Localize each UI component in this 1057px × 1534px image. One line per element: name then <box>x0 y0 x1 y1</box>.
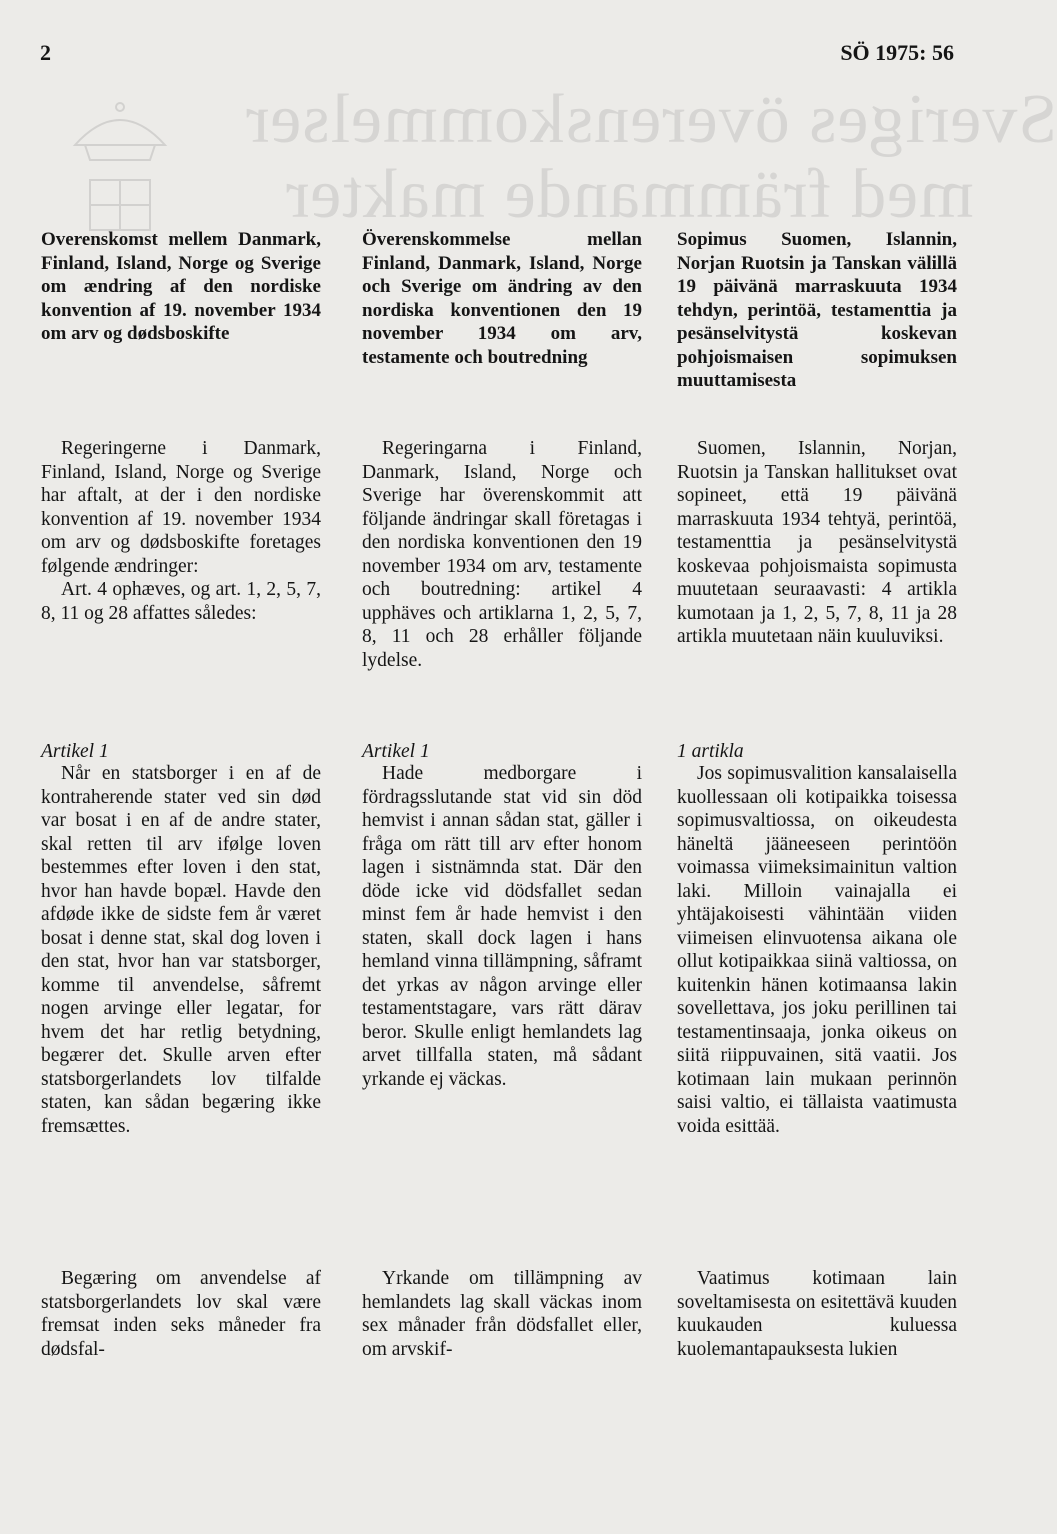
intro-paragraph-2: Art. 4 ophæves, og art. 1, 2, 5, 7, 8, 11 og 28 affattes således: <box>41 579 321 624</box>
article-text: Når en statsborger i en af de kontraherende stater ved sin død var bosat i en af de andre stater, skal retten til arv ifølge loven bestemmes efter loven i den stat, hvor han havde bopæl. Havde den afdøde ikke de sidste fem år været bosat i denne stat, skal dog loven i den stat, hvor han var statsborger, komme til anvendelse, såfremt nogen arvinge eller legatar, for hvem det har retlig betydning, begærer det. Skulle arven efter statsborgerlandets lov tilfalde staten, kan sådan begæring ikke fremsættes. <box>41 763 321 1137</box>
page-number: 2 <box>40 40 51 65</box>
column-title: Sopimus Suomen, Islannin, Norjan Ruotsin ja Tanskan välillä 19 päivänä marraskuuta 1934 tehdyn, perintöä, testamenttia ja pesänselvitystä koskevan pohjoismaisen sopimuksen muuttamisesta <box>677 229 957 391</box>
article-heading: 1 artikla <box>677 741 744 762</box>
watermark <box>45 55 1057 235</box>
intro-paragraph: Suomen, Islannin, Norjan, Ruotsin ja Tanskan hallitukset ovat sopineet, että 19 päivänä marraskuuta 1934 tehtyä, perintöä, testamenttia ja pesänselvitystä koskevaa pohjoismaista sopimusta muutetaan seuraavasti: 4 artikla kumotaan ja 1, 2, 5, 7, 8, 11 ja 28 artikla muutetaan näin kuuluviksi. <box>677 438 957 647</box>
paragraph-2: Begæring om anvendelse af statsborgerlandets lov skal være fremsat inden seks måneder fra dødsfal- <box>41 1268 321 1360</box>
column-title: Overenskomst mellem Danmark, Finland, Island, Norge og Sverige om ændring af den nordiske konvention af 19. november 1934 om arv og dødsboskifte <box>41 229 321 344</box>
intro <box>41 437 321 625</box>
column-title: Överenskommelse mellan Finland, Danmark, Island, Norge och Sverige om ändring av den nordiska konventionen den 19 november 1934 om arv, testamente och boutredning <box>362 229 642 368</box>
intro <box>362 437 642 672</box>
watermark-line-2: med främmande makter <box>285 156 974 233</box>
watermark-line-1: Sveriges överenskommelser <box>245 81 1057 158</box>
paragraph-2: Vaatimus kotimaan lain soveltamisesta on esitettävä kuuden kuukauden kuluessa kuolemantapauksesta lukien <box>677 1268 957 1360</box>
page-header <box>40 40 954 66</box>
paragraph-2: Yrkande om tillämpning av hemlandets lag skall väckas inom sex månader från dödsfallet eller, om arvskif- <box>362 1268 642 1360</box>
intro-paragraph: Regeringarna i Finland, Danmark, Island, Norge och Sverige har överenskommit att följande ändringar skall företagas i den nordiska konventionen den 19 november 1934 om arv, testamente och boutredning: artikel 4 upphäves och artiklarna 1, 2, 5, 7, 8, 11 och 28 erhåller följande lydelse. <box>362 438 642 671</box>
article-text: Jos sopimusvalition kansalaisella kuollessaan oli kotipaikka toisessa sopimusvaltiossa, on oikeudesta häneltä jääneeseen perintöön voimassa viimeksimainitun valtion laki. Milloin vainajalla ei yhtäjakoisesti vähintään viiden viimeisen elinvuotensa aikana ole ollut kotipaikkaa siinä valtiossa, on kuitenkin hänen kotimaansa lakin sovellettava, jos joku perillinen tai testamentinsaaja, jonka oikeus on siitä riippuvainen, sitä vaatii. Jos kotimaan lain mukaan perinnön saisi valtio, ei tällaista vaatimusta voida esittää. <box>677 763 957 1137</box>
crest-icon <box>45 85 195 235</box>
publication-reference: SÖ 1975: 56 <box>840 40 954 65</box>
article-text: Hade medborgare i fördragsslutande stat vid sin död hemvist i annan sådan stat, gäller i fråga om rätt till arv efter honom lagen i sistnämnda stat. Där den döde icke vid dödsfallet sedan minst fem år hade hemvist i den staten, skall dock lagen i hans hemland vinna tillämpning, såframt det yrkas av någon arvinge eller testamentstagare, vars rätt därav beror. Skulle enligt hemlandets lag arvet tillfalla staten, må sådant yrkande ej väckas. <box>362 763 642 1090</box>
intro <box>677 437 957 649</box>
article-heading: Artikel 1 <box>362 741 430 762</box>
intro-paragraph: Regeringerne i Danmark, Finland, Island, Norge og Sverige har aftalt, at der i den nordiske konvention af 19. november 1934 om arv og dødsboskifte foretages følgende ændringer: <box>41 438 321 577</box>
article-heading: Artikel 1 <box>41 741 109 762</box>
